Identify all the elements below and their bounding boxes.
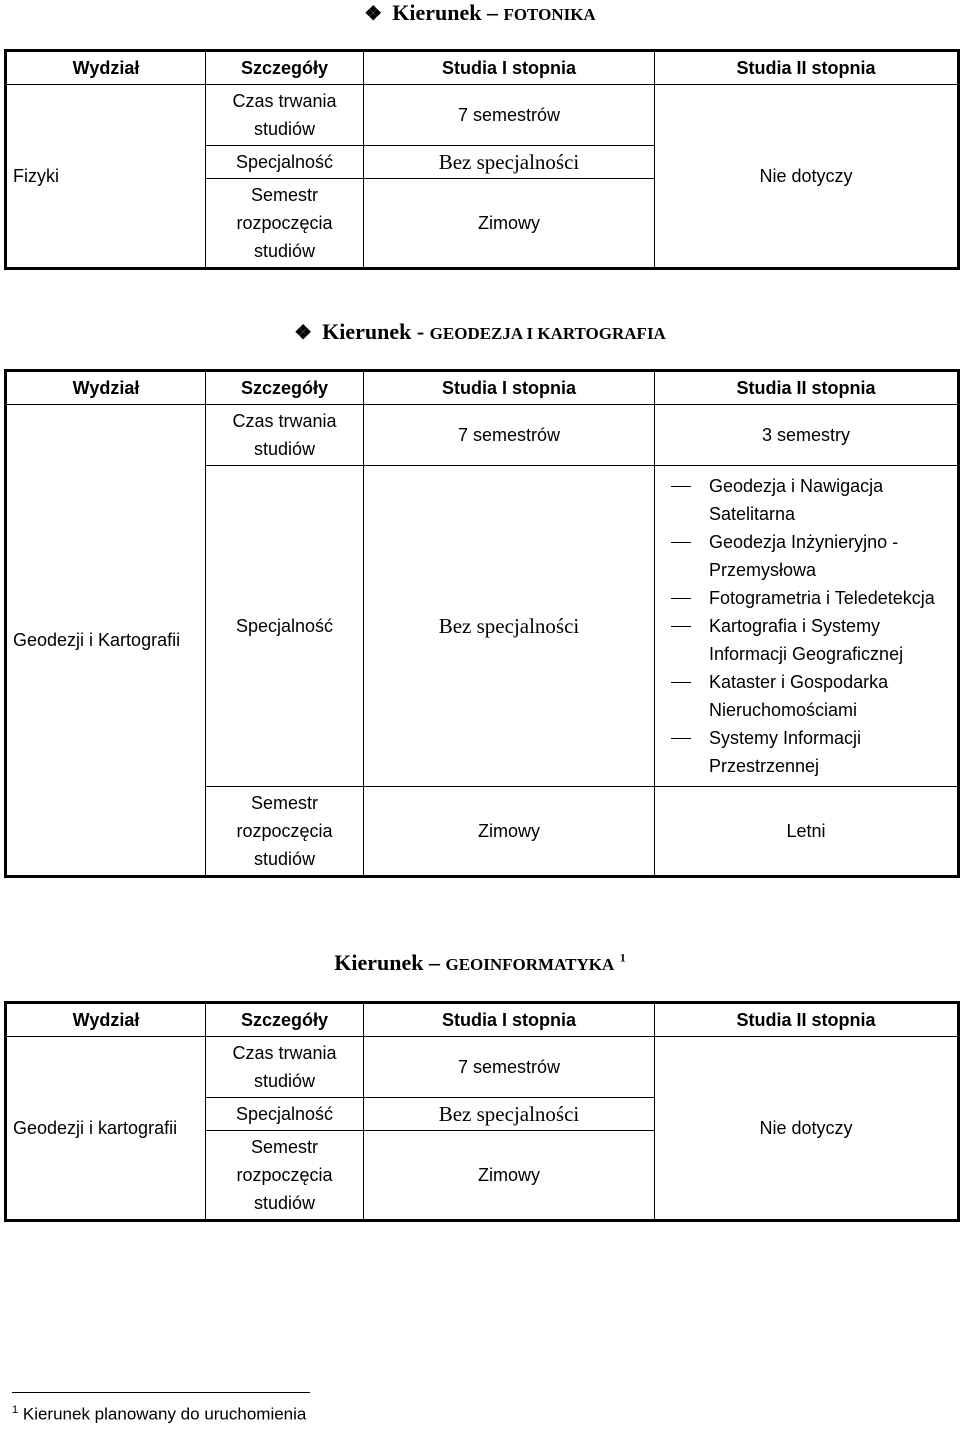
label-duration: Czas trwania studiów	[206, 1037, 364, 1098]
second-degree-start: Letni	[655, 787, 959, 877]
footnote-ref: 1	[619, 950, 626, 965]
second-degree-cell: Nie dotyczy	[655, 1037, 959, 1221]
header-first-degree: Studia I stopnia	[364, 51, 655, 85]
header-first-degree: Studia I stopnia	[364, 371, 655, 405]
header-details: Szczegóły	[206, 51, 364, 85]
table-header-row	[6, 371, 959, 405]
label-start-semester: Semestr rozpoczęcia studiów	[206, 179, 364, 269]
footnote-number: 1	[12, 1404, 19, 1416]
faculty-cell: Geodezji i kartografii	[6, 1037, 206, 1221]
title-prefix: Kierunek –	[334, 950, 446, 975]
second-degree-cell: Nie dotyczy	[655, 85, 959, 269]
header-faculty: Wydział	[6, 1003, 206, 1037]
section-title-geoinformatyka	[0, 950, 960, 976]
faculty-cell: Fizyki	[6, 85, 206, 269]
diamond-bullet-icon: ❖	[364, 3, 383, 25]
list-item: Geodezja i Nawigacja Satelitarna	[671, 472, 951, 528]
first-degree-duration: 7 semestrów	[364, 405, 655, 466]
table-geoinformatyka	[4, 1001, 960, 1222]
header-second-degree: Studia II stopnia	[655, 371, 959, 405]
list-item: Kartografia i Systemy Informacji Geograficznej	[671, 612, 951, 668]
faculty-cell: Geodezji i Kartografii	[6, 405, 206, 877]
label-start-semester: Semestr rozpoczęcia studiów	[206, 787, 364, 877]
title-prefix: Kierunek -	[322, 319, 430, 344]
list-item: Geodezja Inżynieryjno - Przemysłowa	[671, 528, 951, 584]
header-faculty: Wydział	[6, 51, 206, 85]
label-specialization: Specjalność	[206, 146, 364, 179]
section-title-geodezja	[0, 319, 960, 345]
list-item: Kataster i Gospodarka Nieruchomościami	[671, 668, 951, 724]
first-degree-duration: 7 semestrów	[364, 1037, 655, 1098]
list-item: Fotogrametria i Teledetekcja	[671, 584, 951, 612]
list-item: Systemy Informacji Przestrzennej	[671, 724, 951, 780]
second-degree-specializations	[655, 466, 959, 787]
header-first-degree: Studia I stopnia	[364, 1003, 655, 1037]
first-degree-start: Zimowy	[364, 787, 655, 877]
label-specialization: Specjalność	[206, 1098, 364, 1131]
footnote	[12, 1404, 306, 1425]
title-name: GEODEZJA I KARTOGRAFIA	[429, 324, 666, 343]
first-degree-specialization: Bez specjalności	[364, 146, 655, 179]
diamond-bullet-icon: ❖	[294, 322, 313, 344]
table-row	[6, 1037, 959, 1098]
footnote-separator	[12, 1392, 310, 1393]
label-specialization: Specjalność	[206, 466, 364, 787]
header-faculty: Wydział	[6, 371, 206, 405]
first-degree-start: Zimowy	[364, 179, 655, 269]
header-details: Szczegóły	[206, 371, 364, 405]
table-geodezja	[4, 369, 960, 878]
footnote-text: Kierunek planowany do uruchomienia	[22, 1404, 307, 1424]
first-degree-specialization: Bez specjalności	[364, 466, 655, 787]
title-name: FOTONIKA	[503, 5, 596, 24]
first-degree-specialization: Bez specjalności	[364, 1098, 655, 1131]
first-degree-duration: 7 semestrów	[364, 85, 655, 146]
table-row	[6, 85, 959, 146]
table-row	[6, 405, 959, 466]
header-details: Szczegóły	[206, 1003, 364, 1037]
title-name: GEOINFORMATYKA	[445, 955, 615, 974]
section-title-fotonika	[0, 0, 960, 26]
first-degree-start: Zimowy	[364, 1131, 655, 1221]
label-duration: Czas trwania studiów	[206, 85, 364, 146]
second-degree-duration: 3 semestry	[655, 405, 959, 466]
specialization-list	[661, 472, 951, 780]
label-duration: Czas trwania studiów	[206, 405, 364, 466]
title-prefix: Kierunek –	[392, 0, 504, 25]
label-start-semester: Semestr rozpoczęcia studiów	[206, 1131, 364, 1221]
table-header-row	[6, 1003, 959, 1037]
header-second-degree: Studia II stopnia	[655, 51, 959, 85]
header-second-degree: Studia II stopnia	[655, 1003, 959, 1037]
table-fotonika	[4, 49, 960, 270]
table-header-row	[6, 51, 959, 85]
